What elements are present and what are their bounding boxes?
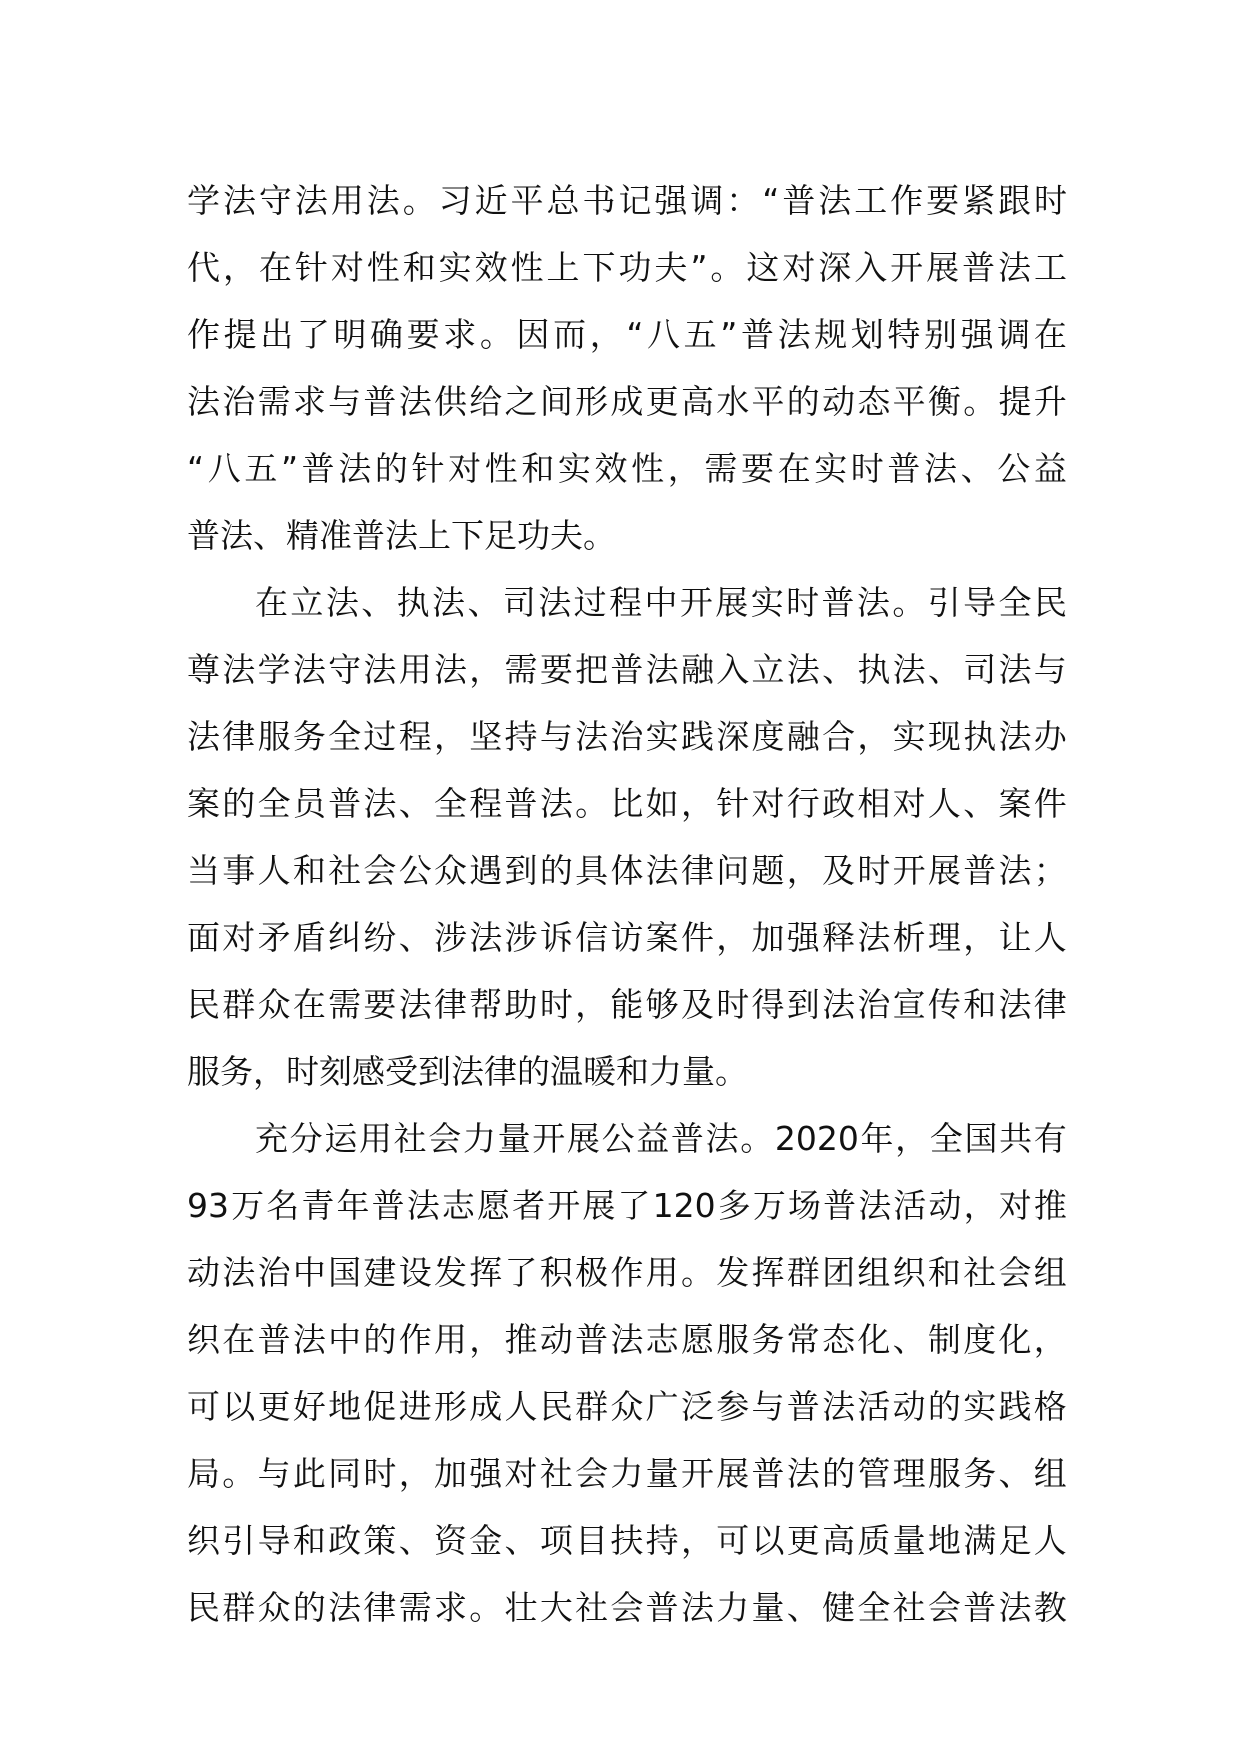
text-line: 织 在 普 法 中 的 作 用 ， 推 动 普 法 志 愿 服 务 常 态 化 、 制 度 化 ， (187, 1320, 1067, 1359)
text-line: 尊 法 学 法 守 法 用 法 ， 需 要 把 普 法 融 入 立 法 、 执 法 、 司 法 与 (187, 650, 1067, 689)
text-line: 民 群 众 在 需 要 法 律 帮 助 时 ， 能 够 及 时 得 到 法 治 宣 传 和 法 律 (187, 985, 1067, 1024)
text-line: 可 以 更 好 地 促 进 形 成 人 民 群 众 广 泛 参 与 普 法 活 动 的 实 践 格 (187, 1387, 1067, 1426)
text-line: 服务，时刻感受到法律的温暖和力量。 (187, 1052, 748, 1091)
text-line: 代 ， 在 针 对 性 和 实 效 性 上 下 功 夫 ” 。 这 对 深 入 开 展 普 法 工 (187, 248, 1067, 287)
text-line: 在 立 法 、 执 法 、 司 法 过 程 中 开 展 实 时 普 法 。 引 导 全 民 (255, 583, 1067, 622)
text-line: 充 分 运 用 社 会 力 量 开 展 公 益 普 法 。 2020 年 ， 全 国 共 有 (255, 1119, 1067, 1158)
text-line: 织 引 导 和 政 策 、 资 金 、 项 目 扶 持 ， 可 以 更 高 质 量 地 满 足 人 (187, 1521, 1067, 1560)
text-line: 学 法 守 法 用 法 。 习 近 平 总 书 记 强 调 ： “ 普 法 工 作 要 紧 跟 时 (187, 181, 1067, 220)
text-line: 案 的 全 员 普 法 、 全 程 普 法 。 比 如 ， 针 对 行 政 相 对 人 、 案 件 (187, 784, 1067, 823)
text-line: 动 法 治 中 国 建 设 发 挥 了 积 极 作 用 。 发 挥 群 团 组 织 和 社 会 组 (187, 1253, 1067, 1292)
body-text (187, 167, 1067, 1641)
text-line: 93 万 名 青 年 普 法 志 愿 者 开 展 了 120 多 万 场 普 法 活 动 ， 对 推 (187, 1186, 1067, 1225)
text-line: “ 八 五 ” 普 法 的 针 对 性 和 实 效 性 ， 需 要 在 实 时 普 法 、 公 益 (187, 449, 1067, 488)
text-line: 普法、精准普法上下足功夫。 (187, 516, 616, 555)
text-line: 法 治 需 求 与 普 法 供 给 之 间 形 成 更 高 水 平 的 动 态 平 衡 。 提 升 (187, 382, 1067, 421)
text-line: 法 律 服 务 全 过 程 ， 坚 持 与 法 治 实 践 深 度 融 合 ， 实 现 执 法 办 (187, 717, 1067, 756)
text-line: 民 群 众 的 法 律 需 求 。 壮 大 社 会 普 法 力 量 、 健 全 社 会 普 法 教 (187, 1588, 1067, 1627)
text-line: 局 。 与 此 同 时 ， 加 强 对 社 会 力 量 开 展 普 法 的 管 理 服 务 、 组 (187, 1454, 1067, 1493)
text-line: 当 事 人 和 社 会 公 众 遇 到 的 具 体 法 律 问 题 ， 及 时 开 展 普 法 ； (187, 851, 1067, 890)
text-line: 面 对 矛 盾 纠 纷 、 涉 法 涉 诉 信 访 案 件 ， 加 强 释 法 析 理 ， 让 人 (187, 918, 1067, 957)
text-line: 作 提 出 了 明 确 要 求 。 因 而 ， “ 八 五 ” 普 法 规 划 特 别 强 调 在 (187, 315, 1067, 354)
